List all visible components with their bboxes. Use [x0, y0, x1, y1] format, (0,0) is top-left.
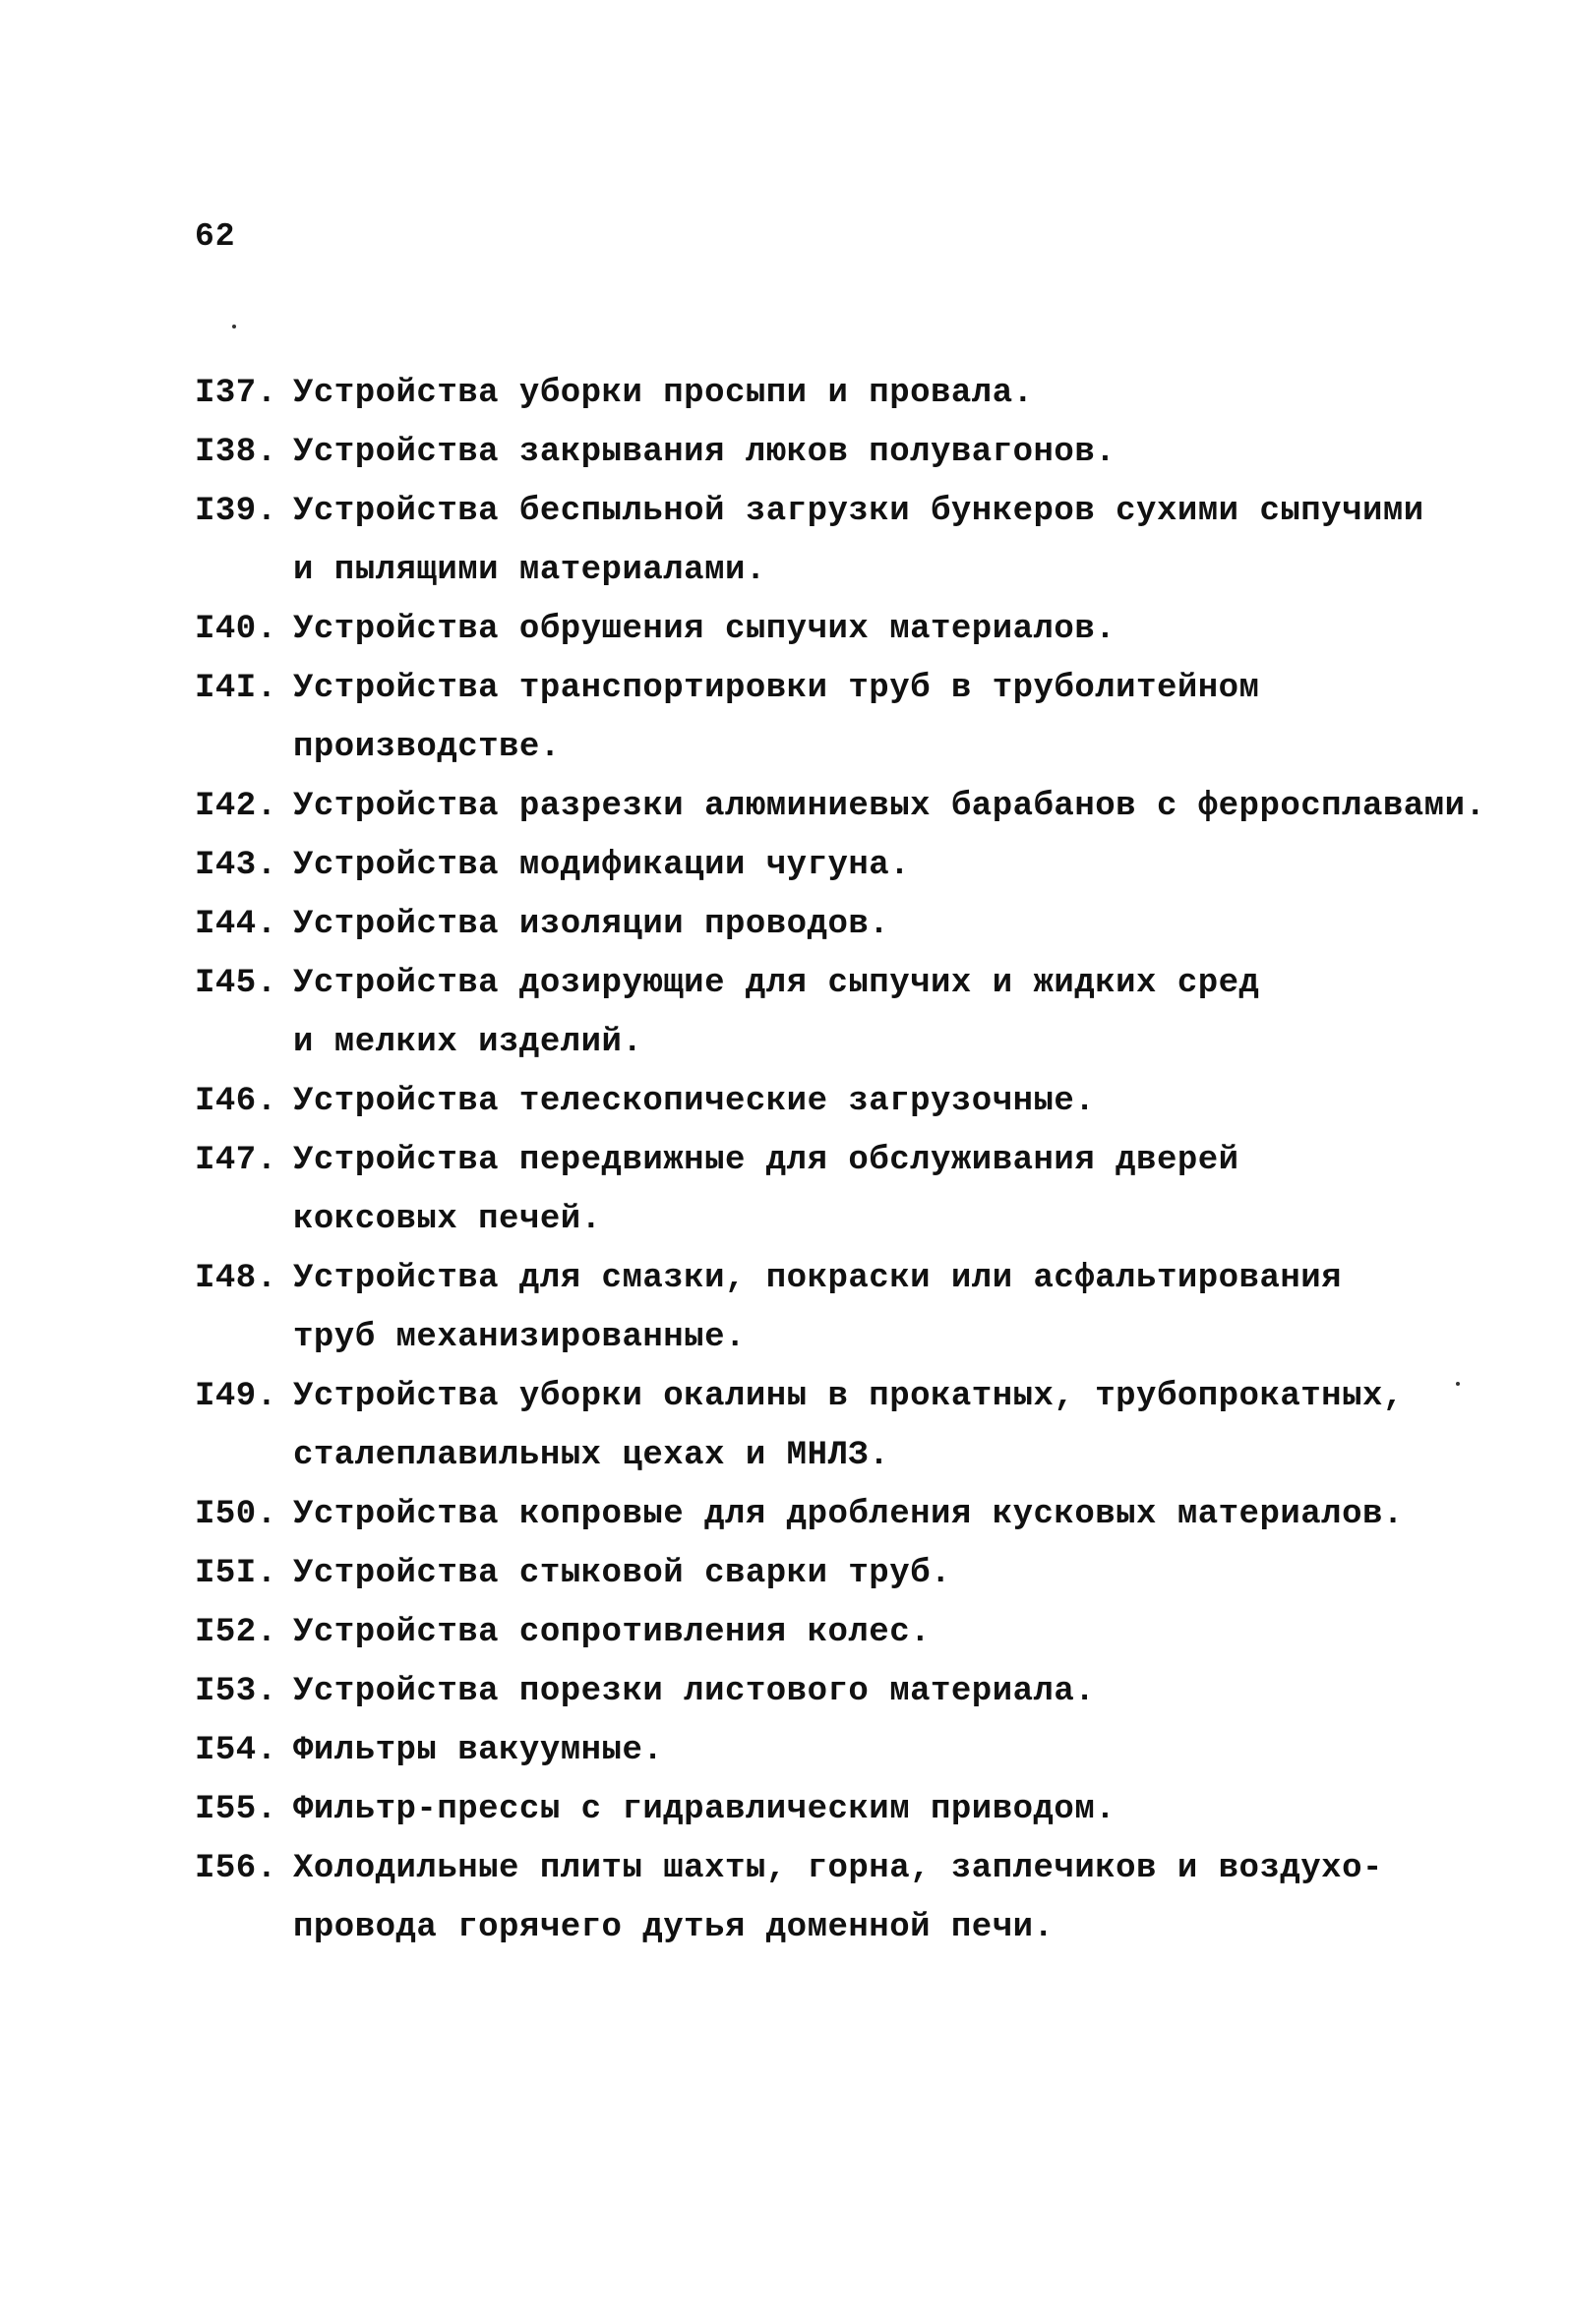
item-number: I43. — [195, 847, 277, 884]
item-list — [195, 364, 1486, 1957]
item-text: Устройства стыковой сварки труб. — [293, 1555, 951, 1592]
page-number: 62 — [195, 218, 236, 255]
item-text: Устройства изоляции проводов. — [293, 906, 890, 943]
list-item — [195, 1131, 1464, 1249]
item-text: Устройства разрезки алюминиевых барабанов с ферросплавами. — [293, 788, 1486, 825]
list-item — [195, 895, 1464, 954]
list-item — [195, 659, 1464, 777]
item-number: I50. — [195, 1496, 277, 1533]
list-item — [195, 1544, 1464, 1603]
item-number: I48. — [195, 1260, 277, 1297]
item-text: Устройства передвижные для обслуживания дверей — [293, 1142, 1239, 1179]
item-number: I42. — [195, 788, 277, 825]
list-item — [195, 1780, 1464, 1839]
item-number: I38. — [195, 434, 277, 471]
item-text-continuation: производстве. — [293, 729, 561, 766]
item-text: Устройства транспортировки труб в труболитейном — [293, 670, 1260, 707]
item-number: I54. — [195, 1732, 277, 1769]
list-item — [195, 1662, 1464, 1721]
list-item — [195, 1721, 1464, 1780]
scan-speck — [232, 325, 236, 328]
item-text: Устройства для смазки, покраски или асфальтирования — [293, 1260, 1343, 1297]
item-number: I53. — [195, 1673, 277, 1710]
item-number: I37. — [195, 375, 277, 412]
item-number: I55. — [195, 1791, 277, 1828]
list-item — [195, 482, 1464, 600]
list-item — [195, 1603, 1464, 1662]
item-number: I45. — [195, 965, 277, 1002]
item-text: Устройства телескопические загрузочные. — [293, 1083, 1096, 1120]
list-item — [195, 954, 1464, 1072]
item-text: Устройства порезки листового материала. — [293, 1673, 1096, 1710]
item-text: Устройства модификации чугуна. — [293, 847, 911, 884]
item-text: Фильтр-прессы с гидравлическим приводом. — [293, 1791, 1116, 1828]
item-text: Устройства сопротивления колес. — [293, 1614, 932, 1651]
item-number: I46. — [195, 1083, 277, 1120]
list-item — [195, 423, 1464, 482]
item-text: Устройства закрывания люков полувагонов. — [293, 434, 1116, 471]
item-text-continuation: коксовых печей. — [293, 1201, 602, 1238]
item-text-continuation: и мелких изделий. — [293, 1024, 643, 1061]
item-text: Холодильные плиты шахты, горна, заплечиков и воздухо- — [293, 1850, 1383, 1887]
list-item — [195, 364, 1464, 423]
item-number: I52. — [195, 1614, 277, 1651]
list-item — [195, 1249, 1464, 1367]
list-item — [195, 1367, 1464, 1485]
item-text: Устройства уборки просыпи и провала. — [293, 375, 1034, 412]
item-text-continuation: сталеплавильных цехах и МНЛЗ. — [293, 1437, 890, 1474]
item-number: I44. — [195, 906, 277, 943]
list-item — [195, 836, 1464, 895]
item-text-continuation: труб механизированные. — [293, 1319, 746, 1356]
item-text: Устройства уборки окалины в прокатных, трубопрокатных, — [293, 1378, 1404, 1415]
item-number: I5I. — [195, 1555, 277, 1592]
item-number: I40. — [195, 611, 277, 648]
item-text: Устройства копровые для дробления кусковых материалов. — [293, 1496, 1404, 1533]
item-number: I39. — [195, 493, 277, 530]
list-item — [195, 600, 1464, 659]
list-item — [195, 777, 1486, 836]
item-text: Устройства беспыльной загрузки бункеров сухими сыпучими — [293, 493, 1424, 530]
item-number: I56. — [195, 1850, 277, 1887]
list-item — [195, 1839, 1464, 1957]
item-number: I47. — [195, 1142, 277, 1179]
list-item — [195, 1072, 1464, 1131]
item-number: I4I. — [195, 670, 277, 707]
item-text: Устройства обрушения сыпучих материалов. — [293, 611, 1116, 648]
item-text-continuation: и пылящими материалами. — [293, 552, 766, 589]
item-text-continuation: провода горячего дутья доменной печи. — [293, 1909, 1055, 1946]
item-number: I49. — [195, 1378, 277, 1415]
list-item — [195, 1485, 1464, 1544]
item-text: Устройства дозирующие для сыпучих и жидких сред — [293, 965, 1260, 1002]
item-text: Фильтры вакуумные. — [293, 1732, 664, 1769]
